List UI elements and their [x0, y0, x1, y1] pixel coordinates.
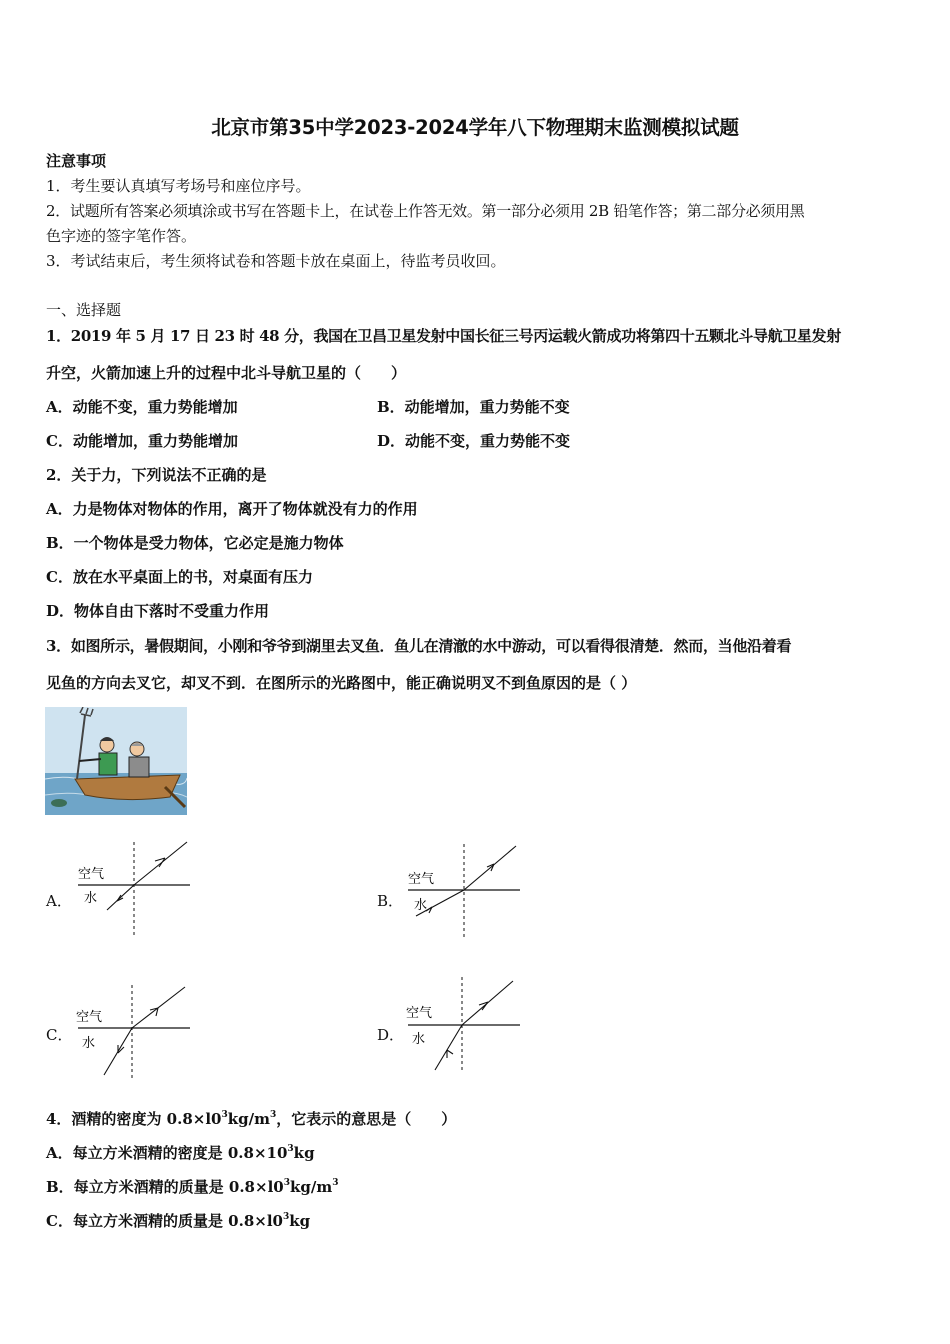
q3-option-b-label: B． [377, 892, 404, 910]
water-label: 水 [84, 891, 98, 906]
boat [75, 775, 180, 800]
q2-option-a: A．力是物体对物体的作用，离开了物体就没有力的作用 [46, 500, 418, 518]
notice-item-1: 1．考生要认真填写考场号和座位序号。 [46, 177, 311, 195]
q4-option-a: A．每立方米酒精的密度是 $0.8\times 10^3kg$ [46, 1144, 315, 1162]
water-label: 水 [412, 1032, 426, 1047]
diagram-a [72, 840, 196, 938]
q3-option-d-label: D． [377, 1026, 405, 1044]
q3-option-c-label: C． [46, 1026, 73, 1044]
q3-option-a-label: A． [46, 892, 72, 910]
notice-item-2: 2．试题所有答案必须填涂或书写在答题卡上，在试卷上作答无效。第一部分必须用 2B 铅笔作答；第二部分必须用黑 [46, 202, 805, 220]
q1-option-c: C．动能增加，重力势能增加 [46, 432, 238, 450]
q1-option-a: A．动能不变，重力势能增加 [46, 398, 238, 416]
diagram-b [402, 842, 526, 940]
diagram-d [402, 975, 526, 1073]
notice-heading: 注意事项 [46, 152, 107, 170]
diagram-c [72, 983, 196, 1081]
q2-option-d: D．物体自由下落时不受重力作用 [46, 602, 270, 620]
fishing-illustration [45, 707, 187, 815]
air-label: 空气 [76, 1010, 103, 1025]
q1-stem-line1: 1．2019 年 5 月 17 日 23 时 48 分，我国在卫昌卫星发射中国长征三号丙运载火箭成功将第四十五颗北斗导航卫星发射 [46, 327, 841, 345]
q4-option-c: C．每立方米酒精的质量是 $0.8\times l0^3kg$ [46, 1212, 311, 1230]
page-title: 北京市第35中学2023-2024学年八下物理期末监测模拟试题 [211, 116, 739, 139]
q2-option-b: B．一个物体是受力物体，它必定是施力物体 [46, 534, 344, 552]
air-label: 空气 [78, 867, 105, 882]
q2-stem: 2．关于力，下列说法不正确的是 [46, 466, 267, 484]
q1-option-d: D．动能不变，重力势能不变 [377, 432, 571, 450]
notice-item-2-cont: 色字迹的签字笔作答。 [46, 227, 197, 245]
q3-stem-line1: 3．如图所示，暑假期间，小刚和爷爷到湖里去叉鱼．鱼儿在清澈的水中游动，可以看得很清楚．然而，当他沿着看 [46, 637, 792, 655]
air-label: 空气 [406, 1006, 433, 1021]
air-label: 空气 [408, 872, 435, 887]
q1-stem-line2: 升空，火箭加速上升的过程中北斗导航卫星的（ ） [46, 364, 407, 382]
q2-option-c: C．放在水平桌面上的书，对桌面有压力 [46, 568, 313, 586]
q1-option-b: B．动能增加，重力势能不变 [377, 398, 570, 416]
section-heading: 一、选择题 [46, 301, 122, 319]
water-label: 水 [414, 898, 428, 913]
q4-option-b: B．每立方米酒精的质量是 $0.8\times l0^3kg/m^3$ [46, 1178, 339, 1196]
notice-item-3: 3．考试结束后，考生须将试卷和答题卡放在桌面上，待监考员收回。 [46, 252, 506, 270]
water-label: 水 [82, 1036, 96, 1051]
q4-stem: 4．酒精的密度为 $0.8\times l0^3kg/m^3$，它表示的意思是（ ） [46, 1110, 457, 1128]
q3-stem-line2: 见鱼的方向去叉它，却叉不到．在图所示的光路图中，能正确说明叉不到鱼原因的是（ ） [46, 674, 637, 692]
